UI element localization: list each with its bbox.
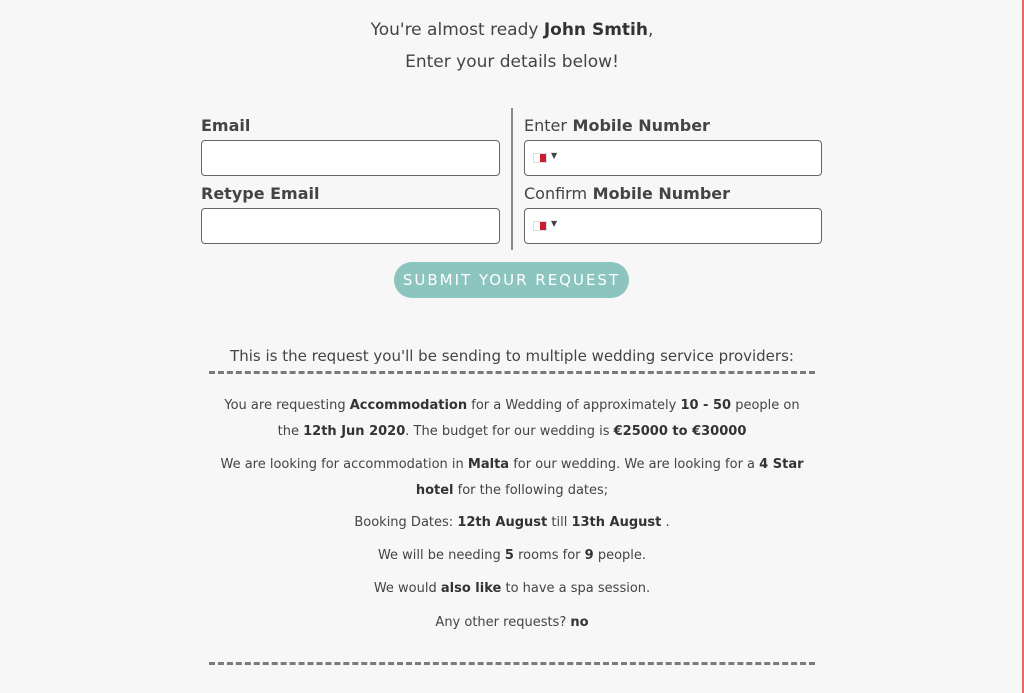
greeting-suffix: , (647, 20, 654, 40)
confirm-mobile-label-prefix: Confirm (524, 184, 588, 203)
chevron-down-icon[interactable]: ▼ (551, 219, 558, 228)
confirm-mobile-input[interactable] (565, 209, 817, 243)
text: for our wedding. We are looking for a (513, 457, 756, 472)
malta-flag-icon[interactable] (533, 153, 547, 163)
hotel-rating: 4 Star (759, 457, 804, 472)
location: Malta (467, 457, 510, 472)
request-paragraph-6 (210, 610, 814, 636)
request-paragraph-2 (210, 452, 814, 504)
text: to have a spa session. (505, 581, 651, 596)
request-paragraph-5 (210, 576, 814, 602)
text: . (665, 515, 670, 530)
text: You are requesting (224, 398, 346, 413)
also-like: also like (440, 581, 502, 596)
retype-email-label: Retype Email (201, 184, 320, 203)
booking-start-date: 12th August (457, 515, 548, 530)
retype-email-field[interactable] (201, 208, 500, 244)
text: We would (373, 581, 437, 596)
mobile-label-prefix: Enter (524, 116, 567, 135)
text: till (551, 515, 568, 530)
text: for the following dates; (457, 483, 609, 498)
confirm-mobile-label (524, 184, 730, 204)
summary-title: This is the request you'll be sending to multiple wedding service providers: (230, 347, 794, 365)
mobile-label-rest: Mobile Number (572, 116, 710, 135)
other-requests-answer: no (570, 615, 589, 630)
dashed-divider-top (209, 371, 815, 374)
text: people. (597, 548, 647, 563)
chevron-down-icon[interactable]: ▼ (551, 151, 558, 160)
wedding-date: 12th Jun 2020 (303, 424, 406, 439)
mobile-label (524, 116, 710, 136)
request-paragraph-3 (210, 510, 814, 536)
confirm-mobile-number-field[interactable] (524, 208, 822, 244)
text: We are looking for accommodation in (220, 457, 464, 472)
request-paragraph-4 (210, 543, 814, 569)
text: for a Wedding of approximately (471, 398, 677, 413)
text: the (277, 424, 299, 439)
hotel-type: hotel (415, 483, 454, 498)
malta-flag-icon[interactable] (533, 221, 547, 231)
text: rooms for (518, 548, 581, 563)
people-count: 9 (584, 548, 594, 563)
dashed-divider-bottom (209, 662, 815, 665)
greeting-subtitle: Enter your details below! (405, 52, 619, 72)
mobile-input[interactable] (565, 141, 817, 175)
budget-range: €25000 to €30000 (613, 424, 747, 439)
guest-range: 10 - 50 (680, 398, 732, 413)
text: people on (735, 398, 800, 413)
text: Any other requests? (435, 615, 567, 630)
email-field[interactable] (201, 140, 500, 176)
email-label: Email (201, 116, 251, 135)
user-name: John Smtih (543, 20, 648, 40)
room-count: 5 (504, 548, 514, 563)
text: Booking Dates: (354, 515, 454, 530)
greeting-line (0, 18, 1024, 42)
submit-request-button[interactable]: SUBMIT YOUR REQUEST (394, 262, 629, 298)
booking-end-date: 13th August (571, 515, 662, 530)
service-type: Accommodation (349, 398, 468, 413)
request-paragraph-1 (210, 393, 814, 445)
confirm-mobile-label-rest: Mobile Number (592, 184, 731, 203)
text: We will be needing (377, 548, 501, 563)
greeting-prefix: You're almost ready (370, 20, 539, 40)
column-divider (511, 108, 513, 250)
text: . The budget for our wedding is (405, 424, 610, 439)
mobile-number-field[interactable] (524, 140, 822, 176)
